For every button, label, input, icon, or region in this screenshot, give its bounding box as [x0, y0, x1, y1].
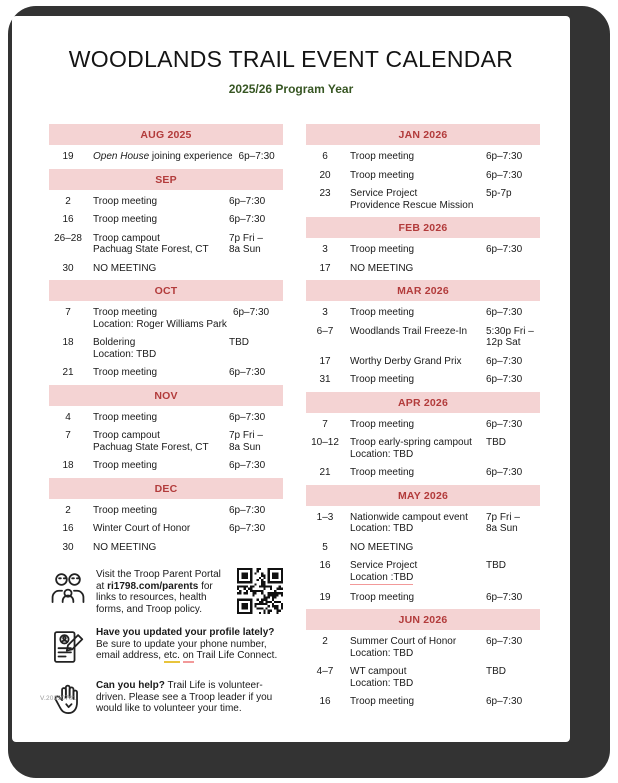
event-title-line: Troop meeting	[350, 169, 415, 181]
event-description	[350, 696, 480, 708]
event-description	[93, 460, 223, 472]
event-time	[229, 214, 283, 226]
event-row	[49, 501, 283, 520]
event-time-line: 6p–7:30	[486, 355, 523, 367]
event-date: 4	[65, 411, 71, 423]
event-date: 4–7	[316, 666, 334, 677]
event-title-line: Service Project	[350, 188, 418, 199]
event-title-line: Troop meeting	[350, 591, 415, 603]
event-date: 16	[319, 560, 331, 571]
page-title: WOODLANDS TRAIL EVENT CALENDAR	[68, 46, 514, 72]
event-time	[486, 244, 540, 256]
event-row	[306, 662, 540, 692]
event-time	[486, 170, 540, 182]
month-header: SEP	[49, 169, 283, 190]
event-time-line: 6p–7:30	[229, 460, 266, 471]
event-description	[350, 437, 480, 460]
calendar-sections-right	[306, 124, 540, 711]
event-location-line: Location: TBD	[350, 523, 414, 534]
event-time-line: 7p Fri –	[486, 511, 520, 523]
event-date: 16	[319, 696, 331, 707]
event-description	[93, 214, 223, 226]
event-time-line: 6p–7:30	[486, 591, 523, 603]
event-date: 18	[62, 337, 74, 348]
event-time-line: 6p–7:30	[486, 374, 523, 385]
month-header: MAR 2026	[306, 280, 540, 301]
event-time-line: TBD	[486, 666, 506, 677]
event-title-line: Troop meeting	[93, 214, 158, 225]
event-time	[486, 419, 540, 431]
event-row	[49, 538, 283, 557]
month-header: JAN 2026	[306, 124, 540, 145]
event-title-line: Troop meeting	[93, 411, 158, 423]
version-label: V.20250701	[40, 695, 77, 702]
event-row	[306, 259, 540, 278]
footer-notes	[49, 568, 283, 721]
event-date: 21	[319, 467, 331, 478]
footer-note-text	[96, 679, 283, 715]
event-time-line: 6p–7:30	[486, 467, 523, 478]
event-description	[93, 151, 233, 163]
event-row	[306, 147, 540, 166]
proofing-underline: etc.	[163, 650, 180, 661]
event-row	[49, 408, 283, 427]
event-time	[486, 542, 540, 554]
event-description	[350, 592, 480, 604]
family-icon	[49, 568, 87, 610]
event-description	[93, 430, 223, 453]
event-time-line: 6p–7:30	[229, 523, 266, 534]
event-title-line: NO MEETING	[350, 541, 414, 553]
event-time	[486, 512, 540, 535]
event-time-line: 5p-7p	[486, 188, 512, 199]
event-location-line: Providence Rescue Mission	[350, 199, 474, 211]
event-row	[49, 303, 283, 333]
event-description	[350, 374, 480, 386]
event-title-line: Troop campout	[93, 232, 160, 244]
event-date: 26–28	[54, 232, 82, 244]
footer-note-segment: Trail Life is volunteer-driven. Please see a Troop leader if you would like to volunteer your time.	[96, 680, 273, 714]
event-time	[486, 374, 540, 386]
event-description	[93, 233, 223, 256]
event-row	[49, 229, 283, 259]
event-description	[93, 412, 223, 424]
event-description	[93, 337, 223, 360]
event-time-line: TBD	[486, 560, 506, 571]
event-time	[486, 636, 540, 659]
event-title-line: Woodlands Trail Freeze-In	[350, 325, 468, 337]
event-time-line: 6p–7:30	[486, 418, 523, 430]
profile-edit-icon	[49, 626, 87, 668]
event-row	[306, 692, 540, 711]
event-row	[49, 192, 283, 211]
event-date: 7	[65, 430, 71, 441]
event-description	[350, 512, 480, 535]
event-location-line: Pachuag State Forest, CT	[93, 244, 209, 255]
event-date: 31	[319, 374, 331, 385]
event-location-line: Pachuag State Forest, CT	[93, 441, 209, 453]
event-time-line: 6p–7:30	[229, 195, 266, 207]
event-time-line: 6p–7:30	[238, 151, 275, 162]
event-time-line: 6p–7:30	[486, 696, 523, 707]
event-title-line: Troop meeting	[350, 244, 415, 255]
event-time	[229, 412, 283, 424]
event-time-line: 6p–7:30	[486, 244, 523, 255]
footer-note-segment: Be sure to update your phone number, email address,	[96, 638, 267, 661]
event-time-line: 6p–7:30	[229, 367, 266, 378]
proofing-underline: on	[182, 650, 194, 661]
event-date: 3	[322, 307, 328, 318]
calendar-columns	[49, 124, 540, 732]
calendar-column-left	[49, 124, 283, 732]
event-time-line: TBD	[229, 337, 249, 348]
event-row	[306, 240, 540, 259]
event-location-line: Location: TBD	[350, 677, 414, 689]
event-row	[49, 333, 283, 363]
event-description	[350, 244, 480, 256]
event-time	[233, 307, 287, 330]
event-time-line: 6p–7:30	[232, 307, 270, 318]
event-title-line: Troop meeting	[350, 151, 415, 162]
event-row	[306, 166, 540, 185]
event-time	[486, 326, 540, 349]
event-description	[350, 188, 480, 211]
event-date: 18	[62, 460, 74, 471]
event-date: 6–7	[316, 325, 334, 337]
event-time-line: 8a Sun	[486, 523, 518, 534]
event-location-line: Location: TBD	[350, 448, 414, 460]
event-time-line: 6p–7:30	[229, 504, 266, 516]
event-description	[350, 356, 480, 368]
event-description	[93, 307, 227, 330]
event-time-line: 5:30p Fri –	[486, 325, 534, 337]
event-title-line: Open House joining experience	[93, 151, 233, 162]
event-row	[306, 538, 540, 557]
event-time	[486, 307, 540, 319]
event-date: 21	[62, 367, 74, 378]
event-description	[350, 307, 480, 319]
event-description	[93, 542, 223, 554]
month-header: DEC	[49, 478, 283, 499]
event-date: 19	[319, 591, 331, 603]
event-time	[486, 592, 540, 604]
event-description	[93, 523, 223, 535]
event-row	[306, 588, 540, 607]
event-title-line: NO MEETING	[350, 262, 414, 274]
event-date: 5	[322, 541, 328, 553]
event-date: 2	[322, 636, 328, 647]
event-date: 6	[322, 151, 328, 162]
event-description	[350, 326, 480, 349]
event-row	[306, 303, 540, 322]
event-description	[350, 542, 480, 554]
footer-note-segment: Visit the Troop Parent Portal at	[96, 569, 221, 592]
event-time-line: 8a Sun	[229, 244, 261, 255]
event-title-line: Boldering	[93, 337, 136, 348]
event-title-line: WT campout	[350, 666, 407, 677]
event-description	[350, 467, 480, 479]
event-date: 7	[322, 418, 328, 430]
event-description	[350, 151, 480, 163]
footer-note-segment: ri1798.com/parents	[107, 580, 199, 592]
event-time-line: TBD	[486, 437, 506, 448]
event-description	[350, 666, 480, 689]
page-subtitle: 2025/26 Program Year	[228, 82, 354, 96]
footer-note	[49, 626, 283, 668]
event-time	[486, 560, 540, 585]
event-title-line: Worthy Derby Grand Prix	[350, 355, 462, 367]
event-row	[306, 463, 540, 482]
footer-note-segment: Have you updated your profile lately?	[96, 627, 275, 638]
event-time	[229, 367, 283, 379]
event-row	[306, 433, 540, 463]
event-date: 7	[65, 307, 71, 318]
month-header: MAY 2026	[306, 485, 540, 506]
calendar-page	[12, 16, 570, 742]
event-time	[486, 356, 540, 368]
event-time	[486, 437, 540, 460]
event-title-line: Troop meeting	[93, 367, 158, 378]
event-description	[350, 419, 480, 431]
event-date: 16	[62, 214, 74, 225]
event-date: 2	[65, 504, 71, 516]
event-row	[306, 184, 540, 214]
event-time	[229, 430, 283, 453]
event-time	[239, 151, 293, 163]
event-time	[229, 263, 283, 275]
event-row	[49, 456, 283, 475]
month-header: FEB 2026	[306, 217, 540, 238]
calendar-column-right	[306, 124, 540, 732]
footer-note-segment: Can you help?	[96, 680, 165, 691]
event-title-line: Troop meeting	[350, 696, 415, 707]
event-time-line: 6p–7:30	[229, 411, 266, 423]
event-description	[350, 170, 480, 182]
footer-note-text	[96, 568, 228, 615]
event-time	[486, 467, 540, 479]
footer-note-segment: Trail Life Connect.	[193, 650, 278, 661]
event-title-line: Troop meeting	[350, 418, 415, 430]
event-date: 10–12	[311, 437, 339, 448]
event-time	[486, 263, 540, 275]
month-header: OCT	[49, 280, 283, 301]
event-date: 2	[65, 195, 71, 207]
footer-note-segment: for links to resources, health forms, and Troop policy.	[96, 580, 213, 615]
qr-code	[237, 568, 283, 614]
event-date: 23	[319, 188, 331, 199]
event-date: 1–3	[316, 511, 334, 523]
event-row	[49, 259, 283, 278]
event-time	[486, 188, 540, 211]
event-title-line: Troop meeting	[350, 307, 415, 318]
event-time-line: 12p Sat	[486, 337, 521, 348]
event-description	[93, 505, 223, 517]
event-title-line: Troop meeting	[350, 467, 415, 478]
event-time-line: 6p–7:30	[486, 151, 523, 162]
month-header: JUN 2026	[306, 609, 540, 630]
event-description	[350, 263, 480, 275]
event-row	[49, 363, 283, 382]
event-time-line: 6p–7:30	[486, 636, 523, 647]
event-time	[229, 542, 283, 554]
proofing-underline: Location :TBD	[350, 571, 414, 583]
event-date: 17	[319, 355, 331, 367]
event-title-line: NO MEETING	[93, 262, 157, 274]
event-time	[486, 696, 540, 708]
event-title-line: Winter Court of Honor	[93, 523, 191, 534]
event-time	[229, 196, 283, 208]
event-time-line: 7p Fri –	[229, 430, 263, 441]
month-header: APR 2026	[306, 392, 540, 413]
event-row	[306, 556, 540, 588]
event-row	[306, 352, 540, 371]
event-time	[229, 505, 283, 517]
event-time-line: 6p–7:30	[486, 307, 523, 318]
event-description	[350, 636, 480, 659]
event-time-line: 8a Sun	[229, 441, 261, 453]
event-date: 30	[62, 541, 74, 553]
event-row	[306, 370, 540, 389]
event-time	[229, 337, 283, 360]
event-title-line: Troop meeting	[93, 307, 158, 318]
event-title-line: Troop campout	[93, 430, 160, 441]
event-date: 16	[62, 523, 74, 534]
event-title-line: NO MEETING	[93, 541, 157, 553]
footer-note-text	[96, 626, 283, 662]
footer-note	[49, 568, 283, 615]
event-location-line: Location: Roger Williams Park	[93, 318, 227, 330]
event-time	[229, 460, 283, 472]
event-date: 20	[319, 169, 331, 181]
event-row	[306, 322, 540, 352]
event-description	[93, 263, 223, 275]
event-description	[93, 367, 223, 379]
calendar-sections-left	[49, 124, 283, 556]
event-title-line: Troop meeting	[93, 504, 158, 516]
month-header: AUG 2025	[49, 124, 283, 145]
event-title-line: Troop meeting	[93, 460, 158, 471]
event-description	[93, 196, 223, 208]
event-title-line: Troop early-spring campout	[350, 437, 472, 448]
event-title-line: Troop meeting	[93, 195, 158, 207]
event-date: 3	[322, 244, 328, 255]
footer-note	[49, 679, 283, 721]
event-location-line: Location: TBD	[350, 647, 414, 659]
event-date: 19	[62, 151, 74, 162]
event-time	[229, 523, 283, 535]
event-row	[306, 632, 540, 662]
event-time-line: 6p–7:30	[229, 214, 266, 225]
event-time-line: 6p–7:30	[486, 169, 523, 181]
event-date: 17	[319, 262, 331, 274]
event-date: 30	[62, 262, 74, 274]
event-row	[306, 508, 540, 538]
month-header: NOV	[49, 385, 283, 406]
event-location-line	[350, 572, 480, 585]
event-time	[486, 666, 540, 689]
event-title-line: Nationwide campout event	[350, 511, 468, 523]
event-row	[49, 210, 283, 229]
event-time	[486, 151, 540, 163]
event-title-line: Service Project	[350, 560, 418, 571]
event-row	[49, 426, 283, 456]
event-title-line: Troop meeting	[350, 374, 415, 385]
event-row	[49, 147, 283, 166]
event-row	[306, 415, 540, 434]
event-time	[229, 233, 283, 256]
event-description	[350, 560, 480, 585]
event-title-line: Summer Court of Honor	[350, 636, 457, 647]
event-location-line: Location: TBD	[93, 348, 157, 360]
event-row	[49, 519, 283, 538]
event-time-line: 7p Fri –	[229, 232, 263, 244]
